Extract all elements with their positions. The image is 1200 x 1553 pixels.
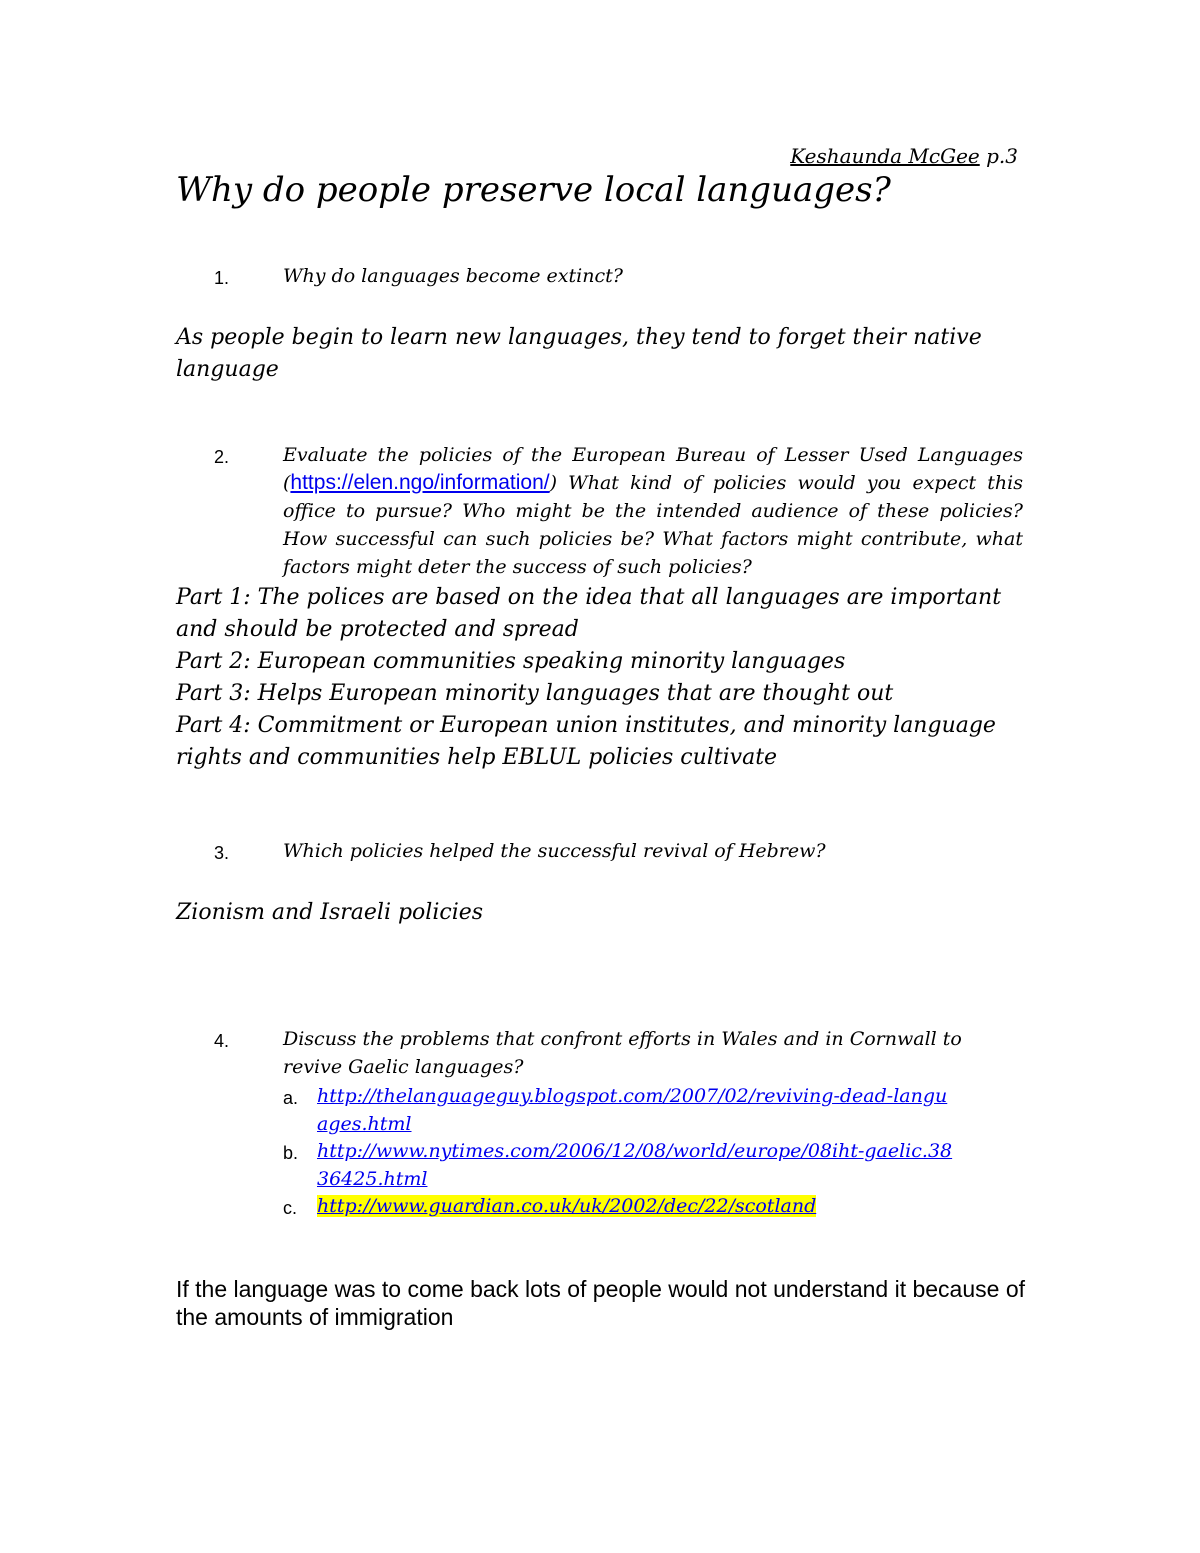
page-title: Why do people preserve local languages?: [176, 170, 891, 210]
question-number: 4.: [214, 1031, 230, 1051]
question-text: [283, 441, 1023, 581]
answer-text: As people begin to learn new languages, they tend to forget their native language: [176, 325, 982, 382]
question-number: 3.: [214, 843, 230, 863]
list-marker: a.: [283, 1088, 299, 1108]
question-text-part: ) What kind of policies would you expect this office to pursue? Who might be the intended audience of these policies? How successful can such policies be? What factors might contribute, what factors might deter the success of such policies?: [283, 472, 1023, 578]
reference-link-c[interactable]: [317, 1192, 957, 1220]
author-line: [790, 144, 1018, 168]
link-text[interactable]: http://www.nytimes.com/2006/12/08/world/europe/08iht-gaelic.3836425.html: [317, 1140, 953, 1190]
list-marker: b.: [283, 1143, 299, 1163]
question-number: 2.: [214, 447, 230, 467]
answer-part-4: Part 4: Commitment or European union institutes, and minority language rights and communities help EBLUL policies cultivate: [176, 713, 996, 770]
author-name: Keshaunda McGee: [790, 144, 980, 168]
reference-link-a[interactable]: [317, 1082, 957, 1138]
reference-link-b[interactable]: [317, 1137, 957, 1193]
answer-text: If the language was to come back lots of people would not understand it because of the amounts of immigration: [176, 1276, 1026, 1330]
list-marker: c.: [283, 1198, 298, 1218]
bureau-link[interactable]: https://elen.ngo/information/: [290, 471, 550, 494]
question-text: Which policies helped the successful revival of Hebrew?: [283, 840, 826, 862]
link-text[interactable]: http://www.guardian.co.uk/uk/2002/dec/22/scotland: [317, 1195, 817, 1217]
question-text: Discuss the problems that confront efforts in Wales and in Cornwall to revive Gaelic languages?: [283, 1028, 962, 1078]
answer-text: Zionism and Israeli policies: [176, 900, 484, 925]
answer-part-1: Part 1: The polices are based on the idea that all languages are important and should be protected and spread: [176, 585, 1002, 642]
question-text-part: Evaluate the policies of the European Bureau of Lesser Used Languages (: [283, 444, 1023, 494]
question-number: 1.: [214, 268, 230, 288]
answer-list: [176, 582, 1036, 774]
question-text: Why do languages become extinct?: [283, 265, 623, 287]
answer-part-2: Part 2: European communities speaking minority languages: [176, 649, 846, 674]
link-text[interactable]: http://thelanguageguy.blogspot.com/2007/02/reviving-dead-languages.html: [317, 1085, 948, 1135]
answer-part-3: Part 3: Helps European minority languages that are thought out: [176, 681, 894, 706]
class-period: p.3: [986, 144, 1018, 168]
